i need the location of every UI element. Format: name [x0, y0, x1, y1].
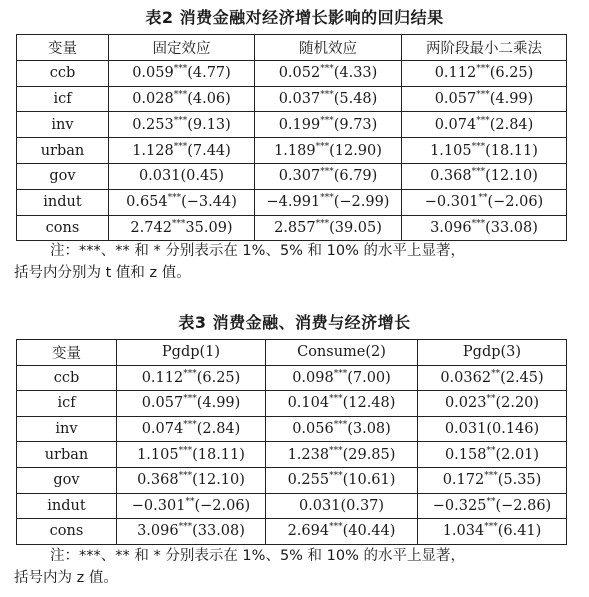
column-header-pgdp-1: Pgdp(1)	[117, 340, 266, 366]
coefficient-cell: 0.307***(6.79)	[255, 163, 402, 189]
coefficient-cell: −0.325**(−2.86)	[418, 493, 567, 519]
table-header-row	[17, 340, 567, 366]
variable-name-cell: icf	[17, 86, 109, 112]
coefficient-cell: 0.368***(12.10)	[402, 163, 567, 189]
coefficient-cell: 0.056***(3.08)	[266, 416, 418, 442]
coefficient-cell: 0.023**(2.20)	[418, 391, 567, 417]
coefficient-cell: 0.253***(9.13)	[109, 112, 255, 138]
coefficient-cell: 1.128***(7.44)	[109, 138, 255, 164]
variable-name-cell: gov	[17, 163, 109, 189]
coefficient-cell: 0.158**(2.01)	[418, 442, 567, 468]
coefficient-cell: 0.104***(12.48)	[266, 391, 418, 417]
coefficient-cell: 0.057***(4.99)	[117, 391, 266, 417]
variable-name-cell: inv	[17, 112, 109, 138]
table2-note-line1: 注：***、** 和 * 分别表示在 1%、5% 和 10% 的水平上显著，	[50, 243, 465, 259]
table3-note-line1: 注：***、** 和 * 分别表示在 1%、5% 和 10% 的水平上显著，	[50, 548, 465, 564]
coefficient-cell: 0.052***(4.33)	[255, 60, 402, 86]
table-row	[17, 467, 567, 493]
table3-title: 表3 消费金融、消费与经济增长	[178, 313, 411, 332]
coefficient-cell: 1.034***(6.41)	[418, 519, 567, 545]
column-header-variable: 变量	[17, 35, 109, 61]
table-row	[17, 215, 567, 241]
table-row	[17, 60, 567, 86]
variable-name-cell: ccb	[17, 365, 117, 391]
table-row	[17, 112, 567, 138]
variable-name-cell: cons	[17, 519, 117, 545]
variable-name-cell: gov	[17, 467, 117, 493]
column-header-pgdp-3: Pgdp(3)	[418, 340, 567, 366]
coefficient-cell: −0.301**(−2.06)	[117, 493, 266, 519]
column-header-random-effects: 随机效应	[255, 35, 402, 61]
coefficient-cell: 0.057***(4.99)	[402, 86, 567, 112]
table-row	[17, 86, 567, 112]
coefficient-cell: −0.301**(−2.06)	[402, 189, 567, 215]
coefficient-cell: 0.255***(10.61)	[266, 467, 418, 493]
table2-note	[14, 240, 574, 284]
coefficient-cell: 0.059***(4.77)	[109, 60, 255, 86]
coefficient-cell: 3.096***(33.08)	[402, 215, 567, 241]
table3-regression-results	[16, 339, 567, 545]
coefficient-cell: 0.0362**(2.45)	[418, 365, 567, 391]
coefficient-cell: 1.105***(18.11)	[402, 138, 567, 164]
table-row	[17, 519, 567, 545]
coefficient-cell: 0.654***(−3.44)	[109, 189, 255, 215]
table-row	[17, 391, 567, 417]
table3-note-line2: 括号内为 z 值。	[14, 570, 118, 586]
column-header-2sls: 两阶段最小二乘法	[402, 35, 567, 61]
coefficient-cell: 2.694***(40.44)	[266, 519, 418, 545]
variable-name-cell: inv	[17, 416, 117, 442]
coefficient-cell: 2.742***35.09)	[109, 215, 255, 241]
coefficient-cell: −4.991***(−2.99)	[255, 189, 402, 215]
table-row	[17, 493, 567, 519]
table-header-row	[17, 35, 567, 61]
coefficient-cell: 0.037***(5.48)	[255, 86, 402, 112]
coefficient-cell: 1.189***(12.90)	[255, 138, 402, 164]
table-row	[17, 442, 567, 468]
coefficient-cell: 0.112***(6.25)	[402, 60, 567, 86]
table2-note-line2: 括号内分别为 t 值和 z 值。	[14, 265, 191, 281]
table-row	[17, 189, 567, 215]
variable-name-cell: urban	[17, 138, 109, 164]
column-header-fixed-effects: 固定效应	[109, 35, 255, 61]
coefficient-cell: 0.199***(9.73)	[255, 112, 402, 138]
table2-regression-results	[16, 34, 567, 241]
variable-name-cell: icf	[17, 391, 117, 417]
variable-name-cell: indut	[17, 493, 117, 519]
coefficient-cell: 0.074***(2.84)	[117, 416, 266, 442]
variable-name-cell: indut	[17, 189, 109, 215]
coefficient-cell: 0.368***(12.10)	[117, 467, 266, 493]
coefficient-cell: 0.112***(6.25)	[117, 365, 266, 391]
table2-title: 表2 消费金融对经济增长影响的回归结果	[145, 8, 444, 27]
coefficient-cell: 1.105***(18.11)	[117, 442, 266, 468]
table-row	[17, 163, 567, 189]
table3-note	[14, 545, 574, 589]
column-header-variable: 变量	[17, 340, 117, 366]
coefficient-cell: 1.238***(29.85)	[266, 442, 418, 468]
coefficient-cell: 0.031(0.37)	[266, 493, 418, 519]
coefficient-cell: 2.857***(39.05)	[255, 215, 402, 241]
table-row	[17, 365, 567, 391]
coefficient-cell: 0.172***(5.35)	[418, 467, 567, 493]
column-header-consume-2: Consume(2)	[266, 340, 418, 366]
table-row	[17, 138, 567, 164]
variable-name-cell: urban	[17, 442, 117, 468]
coefficient-cell: 3.096***(33.08)	[117, 519, 266, 545]
coefficient-cell: 0.098***(7.00)	[266, 365, 418, 391]
variable-name-cell: cons	[17, 215, 109, 241]
coefficient-cell: 0.074***(2.84)	[402, 112, 567, 138]
coefficient-cell: 0.031(0.45)	[109, 163, 255, 189]
coefficient-cell: 0.031(0.146)	[418, 416, 567, 442]
coefficient-cell: 0.028***(4.06)	[109, 86, 255, 112]
table-row	[17, 416, 567, 442]
variable-name-cell: ccb	[17, 60, 109, 86]
